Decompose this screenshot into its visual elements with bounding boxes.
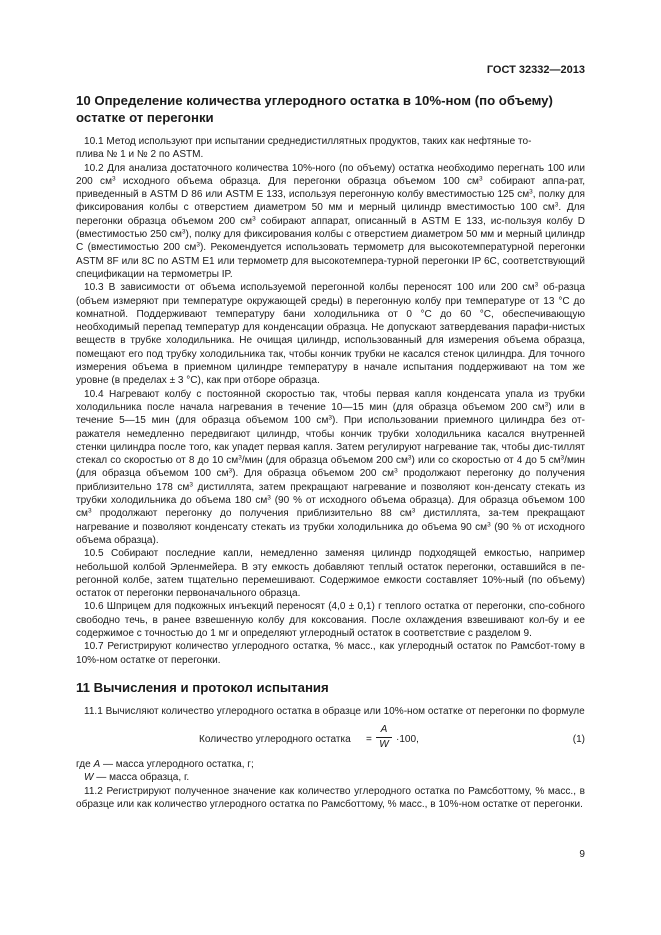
formula-multiplier: ·100, (396, 734, 419, 746)
formula-legend (76, 758, 585, 785)
formula-equals: = (366, 734, 372, 746)
formula-fraction (376, 724, 392, 751)
formula-numerator: A (380, 724, 388, 736)
paragraph-10-4: 10.4 Нагревают колбу с постоянной скоростью так, чтобы первая капля конденсата упала из трубки холодильника после начала нагревания в течение 10—15 мин (для образца объемом 200 $см^3$) или в течение 5—15 мин (для образца объемом 100 $см^3$). При использовании приемного цилиндра без от-ражателя немедленно передвигают цилиндр, чтобы кончик трубки холодильника касался внутренней стенки цилиндра после того, как упадет первая капля. Затем регулируют нагревание так, чтобы дис-тиллят стекал со скоростью от 8 до 10 $см^3$/мин (для образца объемом 200 $см^3$) или со скоростью от 4 до 5 $см^3$/мин (для образца объемом 100 $см^3$). Для образца объемом 200 $см^3$ продолжают перегонку до получения приблизительно 178 $см^3$ дистиллята, затем прекращают нагревание и позволяют кон-денсату стекать из трубки холодильника до объема 180 $см^3$ (90 % от исходного объема образца). Для образца объемом 100 $см^3$ продолжают перегонку до получения приблизительно 88 $см^3$ дистиллята, за-тем прекращают нагревание и позволяют конденсату стекать из трубки холодильника до объема 90 $см^3$ (90 % от исходного объема образца). (76, 388, 586, 546)
legend-row-a: где A — масса углеродного остатка, г; (76, 759, 254, 771)
formula-1 (76, 724, 585, 754)
page-number: 9 (579, 849, 585, 860)
paragraph-10-5: 10.5 Собирают последние капли, немедленно заменяя цилиндр подходящей емкостью, например небольшой колбой Эрленмейера. В эту емкость добавляют теплый остаток перегонки, оставшийся в пе-регонной колбе, затем тщательно перемешивают. Содержимое емкости составляет 10%-ный (по объему) остаток от перегонки первоначального образца. (76, 548, 585, 600)
section-10-title: 10 Определение количества углеродного остатка в 10%-ном (по объему) остатке от перегонки (76, 93, 553, 125)
paragraph-10-2: 10.2 Для анализа достаточного количества 10%-ного (по объему) остатка необходимо перегнать 100 или 200 $см^3$ исходного объема образца. Для перегонки образца объемом 100 $см^3$ собирают аппа-рат, приведенный в ASTM D 86 или ASTM E 133, используя перегонную колбу вместимостью 125 $см^3$, полку для фиксирования колбы с отверстием диаметром 50 мм и мерный цилиндр вместимостью 100 $см^3$. Для перегонки образца объемом 200 $см^3$ собирают аппарат, описанный в ASTM E 133, ис-пользуя колбу D (вместимостью 250 $см^3$), полку для фиксирования колбы с отверстием диаметром 50 мм и мерный цилиндр С (вместимостью 200 $см^3$). Рекомендуется использовать термометр для высокотемпературной перегонки ASTM 8F или 8C по ASTM E1 или термометр для высокотемпера-турной перегонки IP 6C, соответствующий спецификации на термометры IP. (76, 162, 586, 280)
legend-row-w: W — масса образца, г. (84, 772, 190, 784)
paragraph-10-7: 10.7 Регистрируют количество углеродного остатка, % масс., как углеродный остаток по Рамсбот-тому в 10%-ном остатке от перегонки. (76, 641, 585, 666)
document-header: ГОСТ 32332—2013 (486, 64, 585, 76)
formula-denominator: W (379, 739, 389, 751)
paragraph-11-2: 11.2 Регистрируют полученное значение как количество углеродного остатка по Рамсботтому, % масс., в образце или как количество углеродного остатка по Рамсботтому, % масс., в 10%-ном остатке от перегонки. (76, 785, 585, 811)
paragraph-10-6: 10.6 Шприцем для подкожных инъекций переносят (4,0 ± 0,1) г теплого остатка от перегонки, спо-собного свободно течь, в ранее взвешенную колбу для коксования. После охлаждения взвешивают кол-бу и ее содержимое с точностью до 1 мг и определяют углеродный остаток в соответствие с разделом 9. (76, 601, 585, 639)
fraction-bar (376, 737, 392, 738)
paragraph-10-1: 10.1 Метод используют при испытании среднедистиллятных продуктов, таких как нефтяные то- плива № 1 и № 2 по ASTM. (76, 136, 532, 161)
section-11-title: 11 Вычисления и протокол испытания (76, 679, 329, 695)
formula-number: (1) (572, 734, 585, 746)
paragraph-10-3: 10.3 В зависимости от объема используемой перегонной колбы переносят 100 или 200 $см^3$ об-разца (объем измеряют при температуре окружающей среды) в перегонную колбу при температуре от 13 °С до комнатной. Поддерживают температуру бани холодильника от 0 °С до 60 °С, обеспечивающую необходимый перепад температур для конденсации образца. Не допускают затвердевания парафи-нистых веществ в трубке холодильника. Не очищая цилиндр, использованный для измерения объема образца, помещают его под трубку холодильника так, чтобы кончик трубки не касался стенок цилиндра. Для точного измерения объема в приемном цилиндре температуру в начале испытания поддерживают на том же уровне (в пределах ± 3 °С), как при отборе образца. (76, 281, 585, 387)
formula-lhs: Количество углеродного остатка (199, 734, 351, 746)
paragraph-11-1: 11.1 Вычисляют количество углеродного остатка в образце или 10%-ном остатке от перегонки по формуле (84, 705, 585, 717)
page-content (76, 92, 585, 811)
